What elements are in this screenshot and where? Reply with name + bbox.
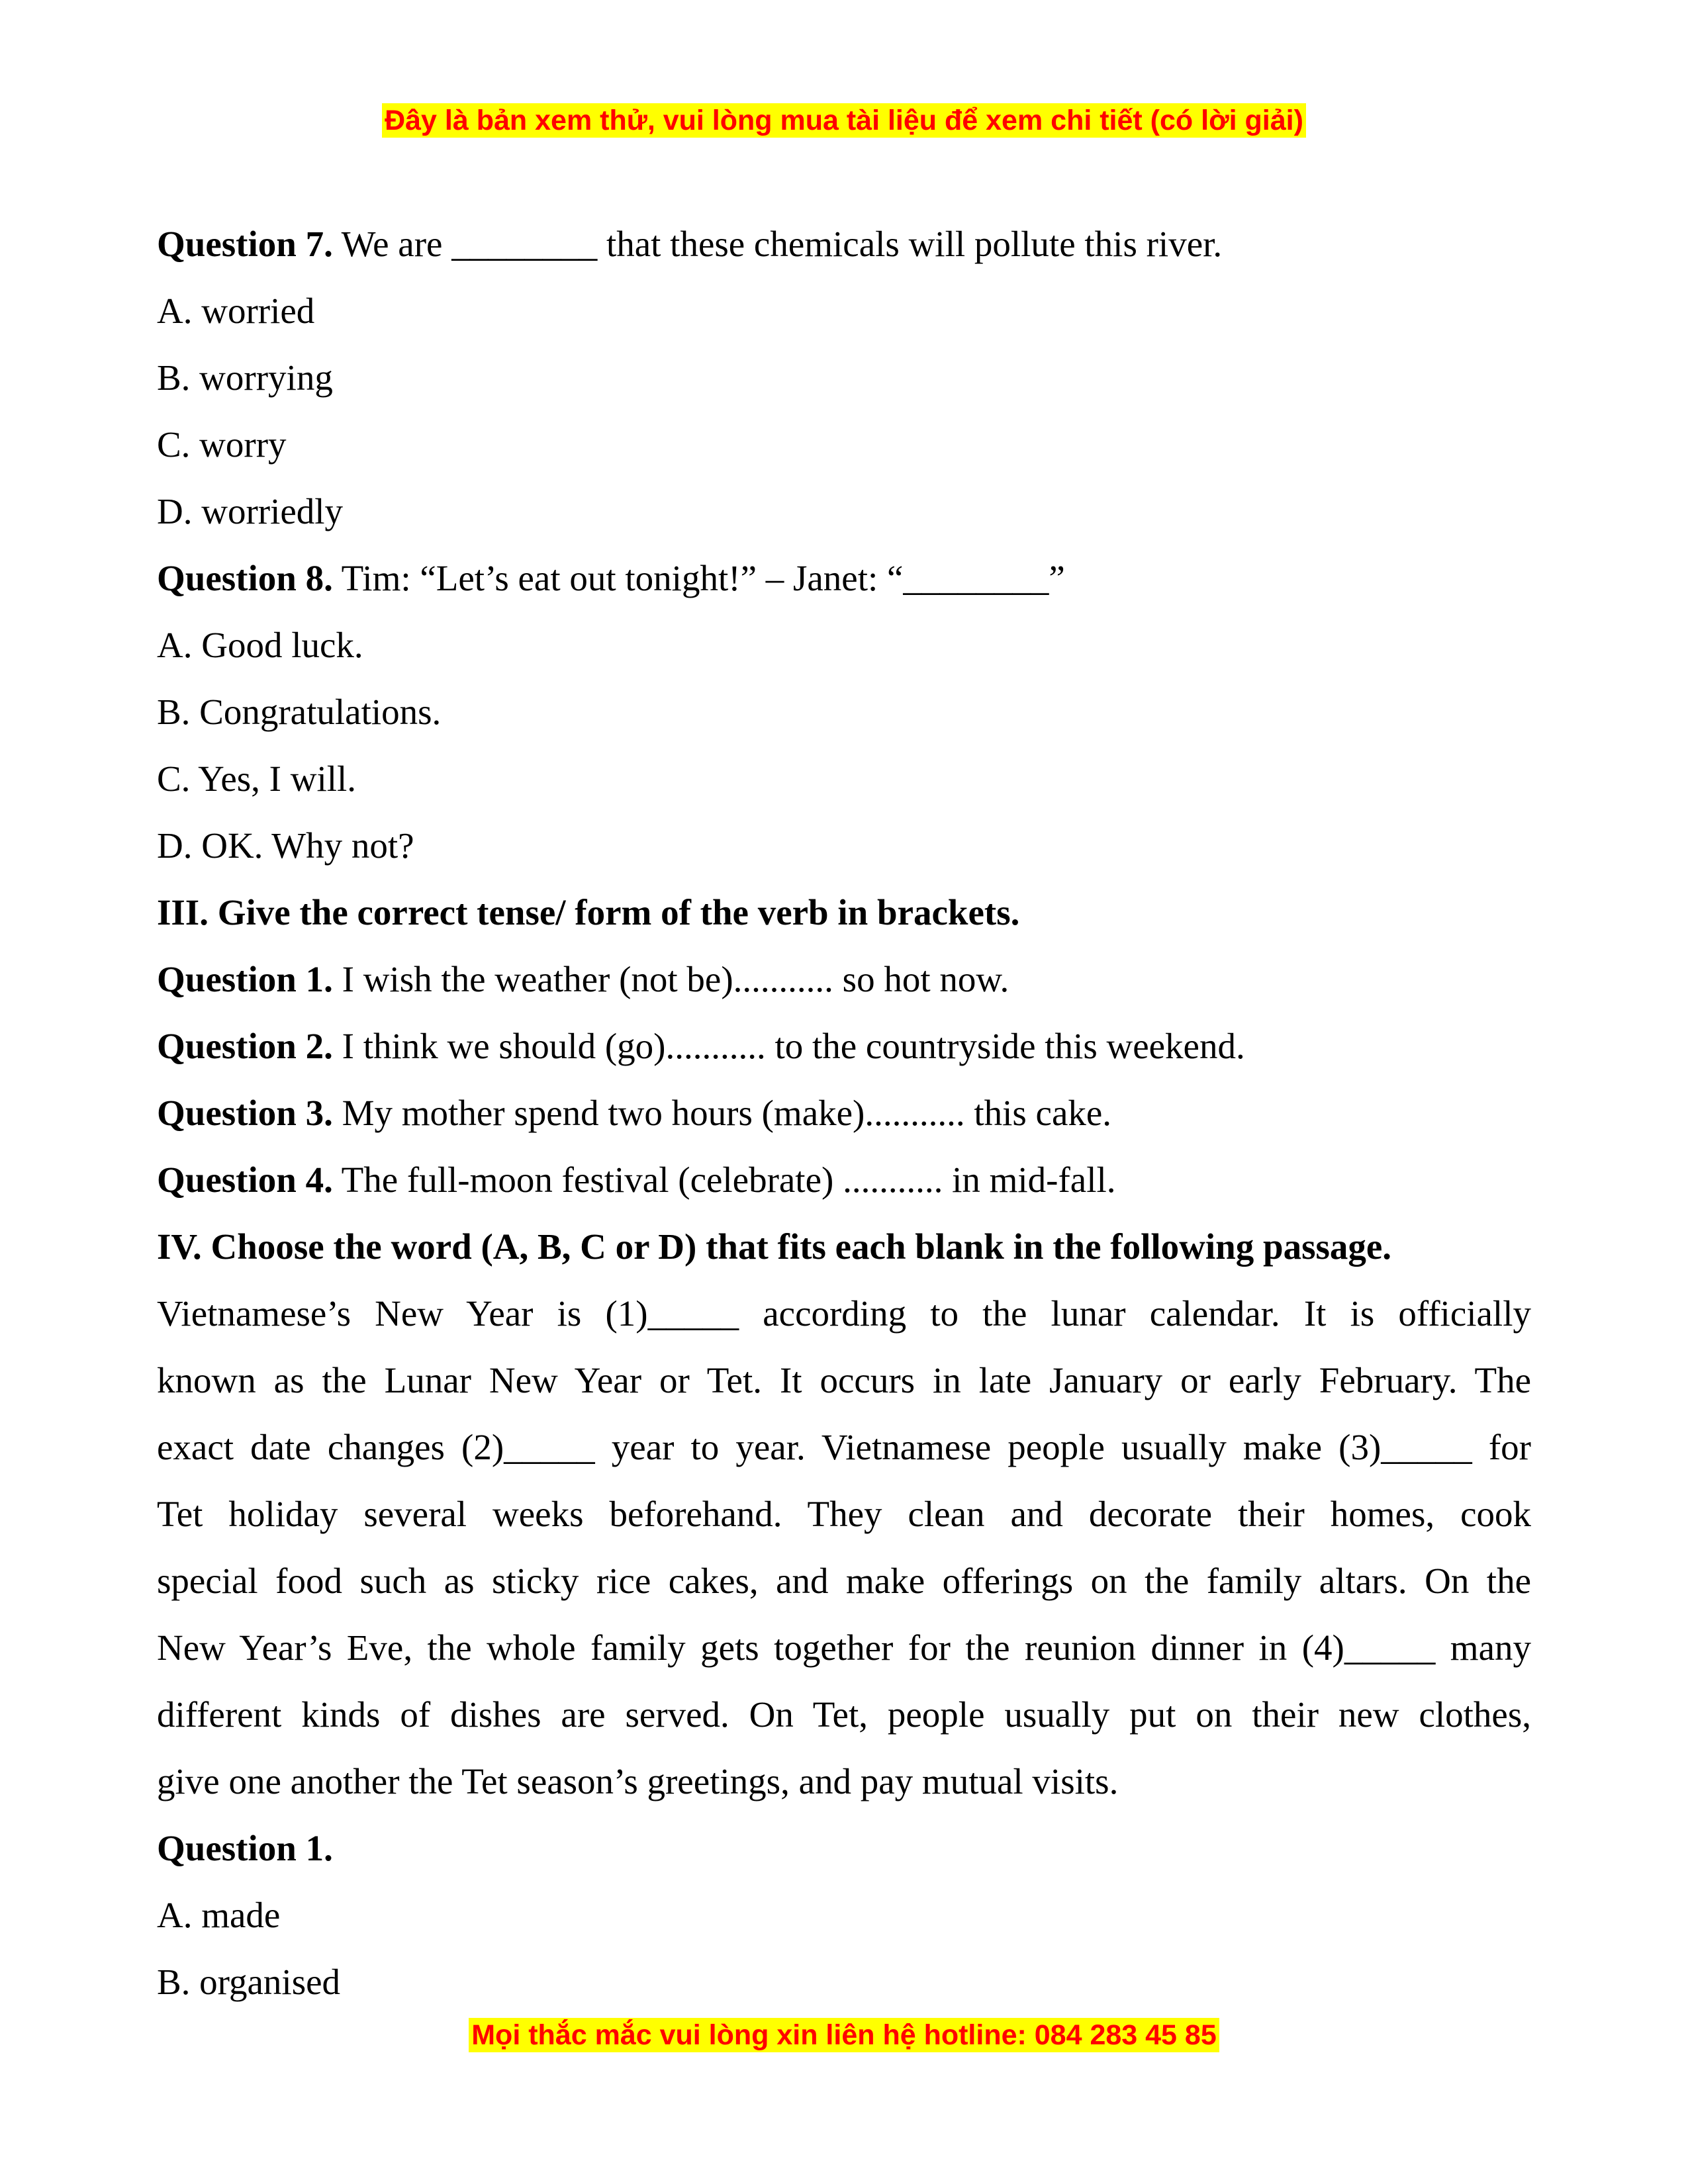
question-7 xyxy=(157,210,1531,277)
question-8 xyxy=(157,545,1531,612)
preview-notice-banner xyxy=(0,101,1688,140)
hotline-text: Mọi thắc mắc vui lòng xin liên hệ hotline: 084 283 45 85 xyxy=(469,2018,1219,2052)
question-text: I wish the weather (not be)........... so hot now. xyxy=(332,959,1009,999)
option-b: B. Congratulations. xyxy=(157,692,442,732)
passage-line: special food such as sticky rice cakes, and make offerings on the family altars. On the xyxy=(157,1561,1531,1601)
passage-line: New Year’s Eve, the whole family gets together for the reunion dinner in (4)_____ many xyxy=(157,1627,1531,1668)
passage-line: exact date changes (2)_____ year to year. Vietnamese people usually make (3)_____ for xyxy=(157,1427,1531,1467)
passage-line: different kinds of dishes are served. On Tet, people usually put on their new clothes, xyxy=(157,1694,1531,1735)
worksheet-content xyxy=(157,210,1531,2015)
option-a: A. worried xyxy=(157,291,315,331)
section-3-question-1 xyxy=(157,946,1531,1013)
question-label: Question 3. xyxy=(157,1093,333,1133)
question-label: Question 2. xyxy=(157,1026,333,1066)
question-text: The full-moon festival (celebrate) ........... in mid-fall. xyxy=(332,1160,1116,1200)
passage-line: give one another the Tet season’s greetings, and pay mutual visits. xyxy=(157,1761,1119,1801)
option-d: D. OK. Why not? xyxy=(157,825,414,866)
question-label: Question 8. xyxy=(157,558,333,598)
question-label: Question 4. xyxy=(157,1160,333,1200)
section-4-heading: IV. Choose the word (A, B, C or D) that fits each blank in the following passage. xyxy=(157,1226,1392,1267)
option-b: B. worrying xyxy=(157,357,333,398)
section-3-question-2 xyxy=(157,1013,1531,1079)
question-text: We are ________ that these chemicals will pollute this river. xyxy=(332,224,1223,264)
option-a: A. Good luck. xyxy=(157,625,363,665)
option-b: B. organised xyxy=(157,1962,341,2002)
question-text: Tim: “Let’s eat out tonight!” – Janet: “________” xyxy=(332,558,1065,598)
question-text: I think we should (go)........... to the countryside this weekend. xyxy=(332,1026,1245,1066)
option-c: C. worry xyxy=(157,424,287,465)
question-label: Question 7. xyxy=(157,224,333,264)
reading-passage xyxy=(157,1280,1531,1815)
section-4-question-1-label: Question 1. xyxy=(157,1828,333,1868)
passage-line: Vietnamese’s New Year is (1)_____ according to the lunar calendar. It is officially xyxy=(157,1293,1531,1334)
option-c: C. Yes, I will. xyxy=(157,758,357,799)
option-d: D. worriedly xyxy=(157,491,344,531)
question-label: Question 1. xyxy=(157,959,333,999)
section-3-heading: III. Give the correct tense/ form of the verb in brackets. xyxy=(157,892,1020,933)
option-a: A. made xyxy=(157,1895,281,1935)
section-3-question-3 xyxy=(157,1079,1531,1146)
passage-line: known as the Lunar New Year or Tet. It occurs in late January or early February. The xyxy=(157,1360,1531,1400)
hotline-banner xyxy=(0,2015,1688,2055)
passage-line: Tet holiday several weeks beforehand. They clean and decorate their homes, cook xyxy=(157,1494,1531,1534)
section-3-question-4 xyxy=(157,1146,1531,1213)
preview-notice-text: Đây là bản xem thử, vui lòng mua tài liệu để xem chi tiết (có lời giải) xyxy=(382,103,1306,138)
question-text: My mother spend two hours (make)........... this cake. xyxy=(332,1093,1112,1133)
